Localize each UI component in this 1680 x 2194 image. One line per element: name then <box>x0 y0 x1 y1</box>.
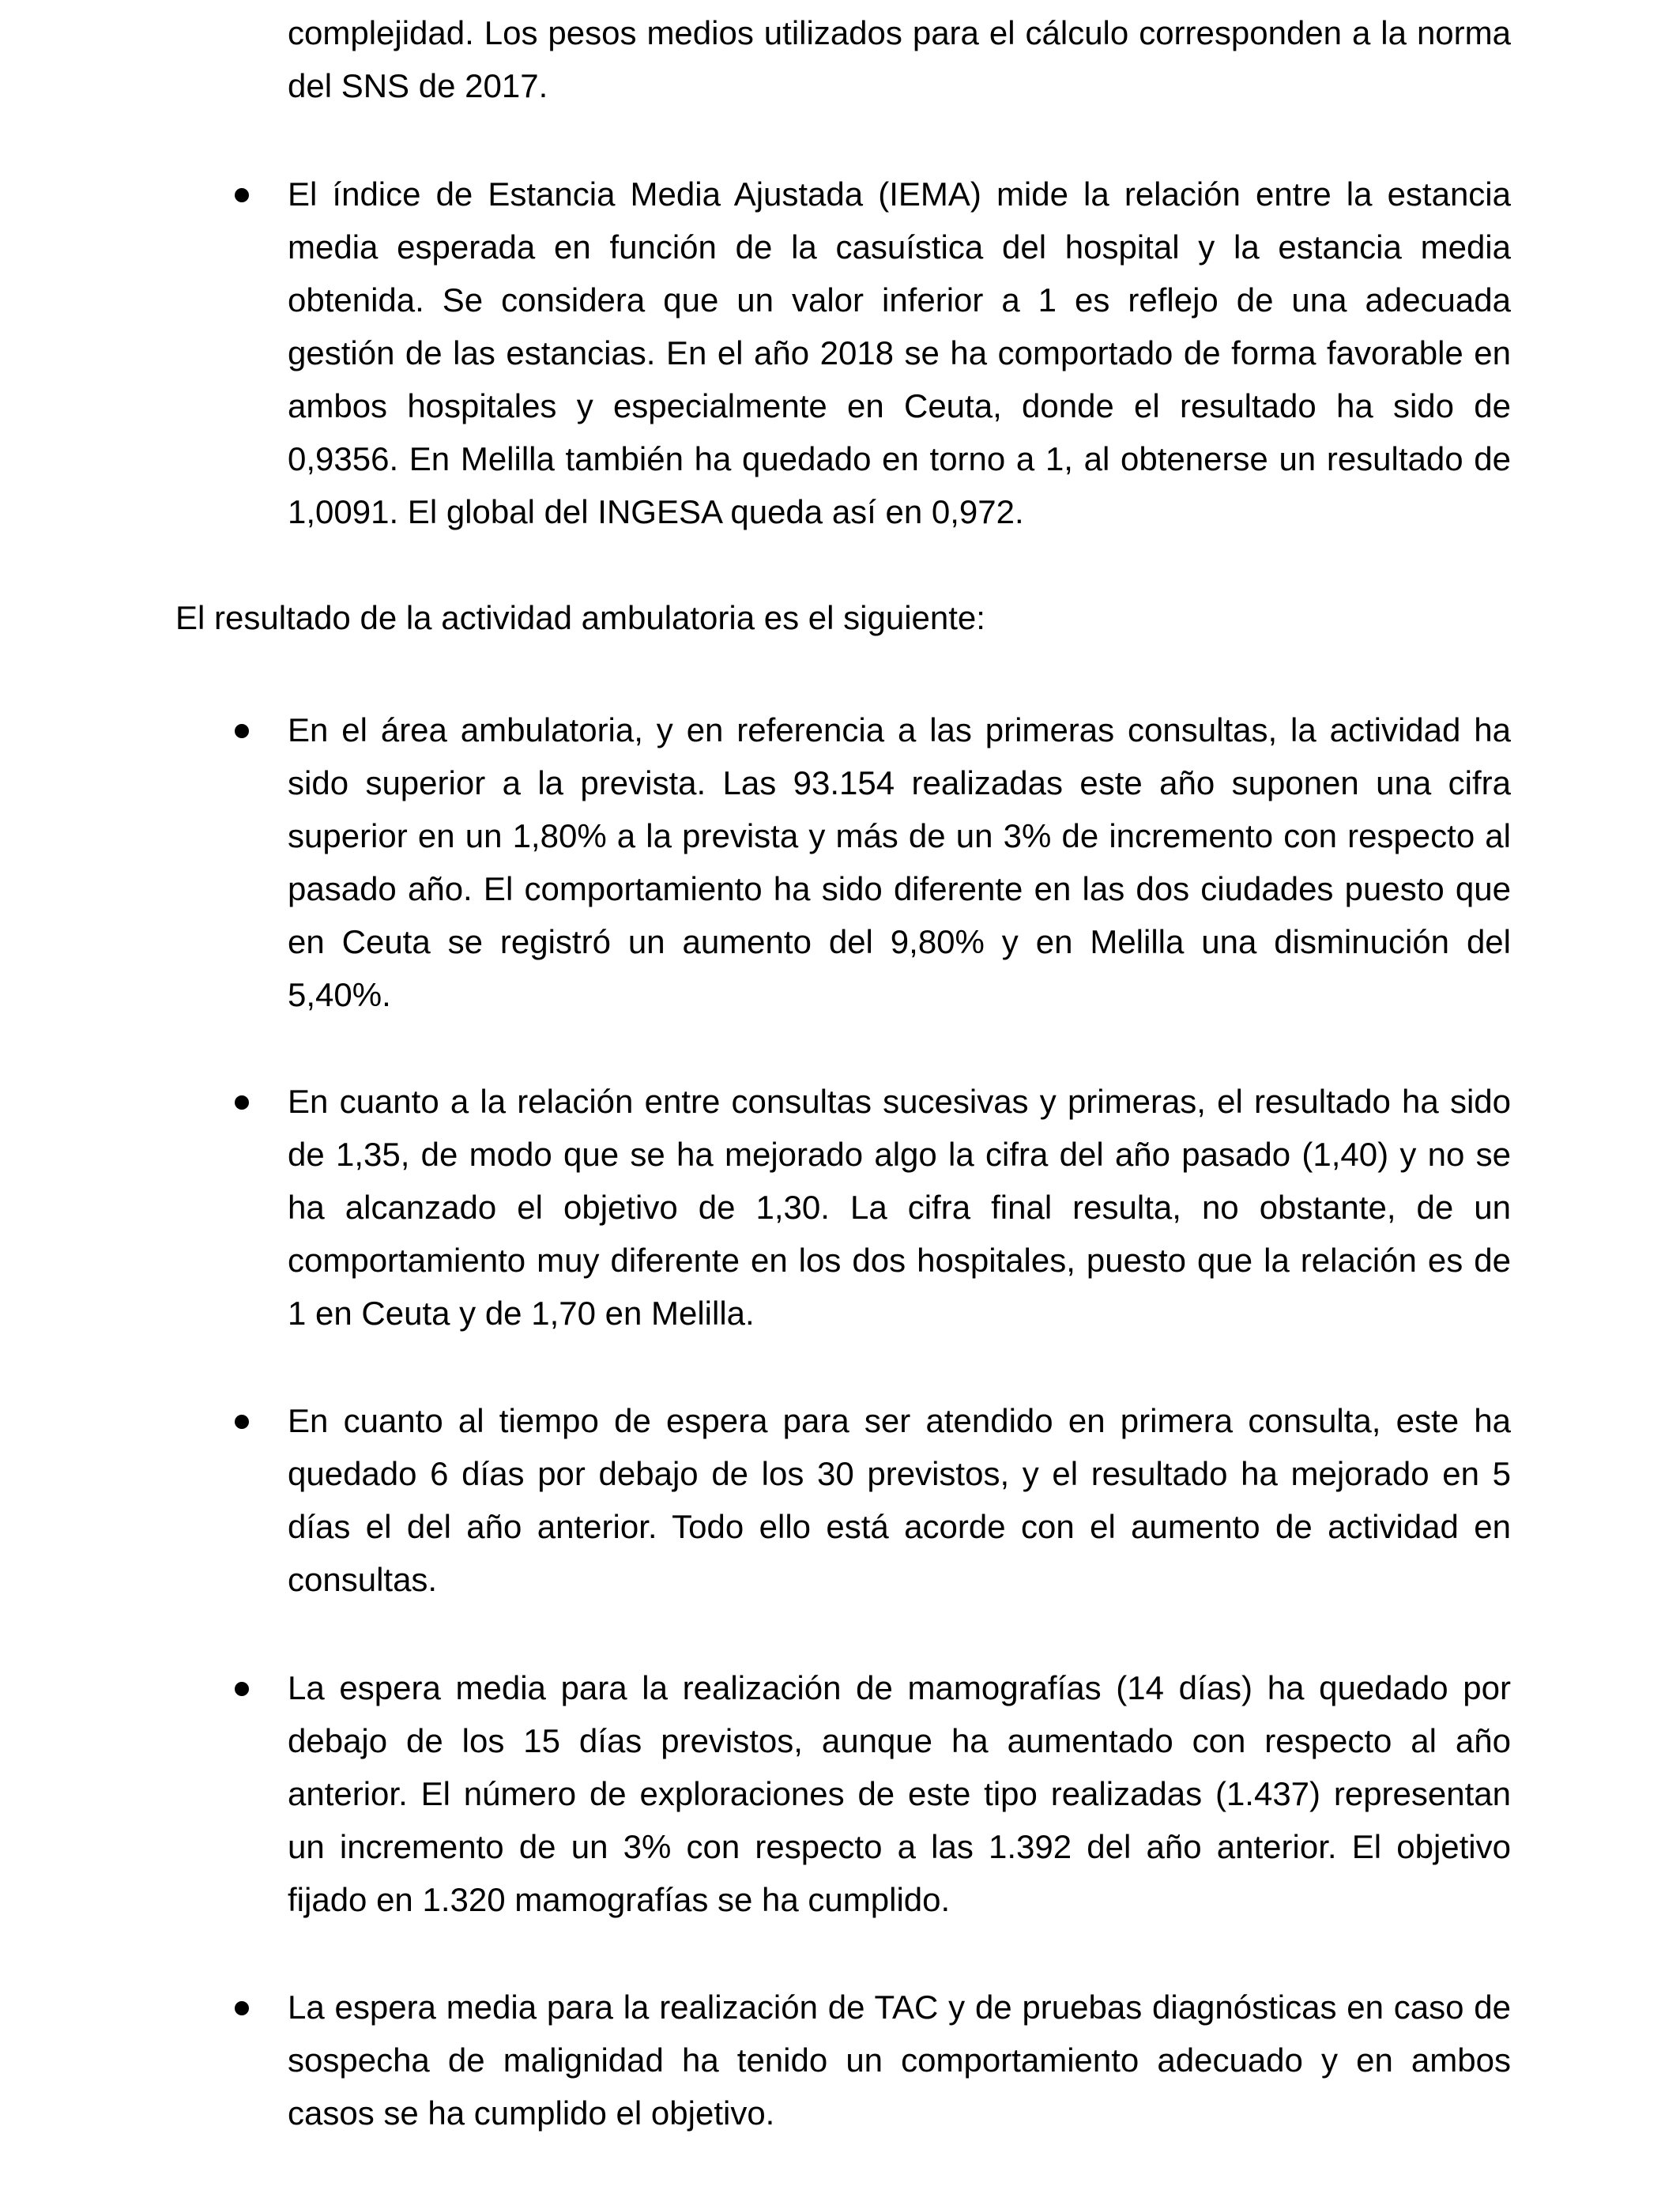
iema-paragraph: El índice de Estancia Media Ajustada (IEMA) mide la relación entre la estancia media esperada en función de la casuística del hospital y la estancia media obtenida. Se considera que un valor inferior a 1 es reflejo de una adecuada gestión de las estancias. En el año 2018 se ha comportado de forma favorable en ambos hospitales y especialmente en Ceuta, donde el resultado ha sido de 0,9356. En Melilla también ha quedado en torno a 1, al obtenerse un resultado de 1,0091. El global del INGESA queda así en 0,972. <box>288 175 1511 530</box>
bullet-paragraph-tiempo-espera: En cuanto al tiempo de espera para ser atendido en primera consulta, este ha quedado 6 días por debajo de los 30 previstos, y el resultado ha mejorado en 5 días el del año anterior. Todo ello está acorde con el aumento de actividad en consultas. <box>288 1402 1511 1598</box>
bullet-icon <box>235 188 249 202</box>
bullet-icon <box>235 1415 249 1429</box>
bullet-paragraph-primeras-consultas: En el área ambulatoria, y en referencia a las primeras consultas, la actividad ha sido superior a la prevista. Las 93.154 realizadas este año suponen una cifra superior en un 1,80% a la prevista y más de un 3% de incremento con respecto al pasado año. El comportamiento ha sido diferente en las dos ciudades puesto que en Ceuta se registró un aumento del 9,80% y en Melilla una disminución del 5,40%. <box>288 711 1511 1013</box>
bullet-paragraph-relacion-sucesivas: En cuanto a la relación entre consultas sucesivas y primeras, el resultado ha sido de 1,35, de modo que se ha mejorado algo la cifra del año pasado (1,40) y no se ha alcanzado el objetivo de 1,30. La cifra final resulta, no obstante, de un comportamiento muy diferente en los dos hospitales, puesto que la relación es de 1 en Ceuta y de 1,70 en Melilla. <box>288 1083 1511 1332</box>
bullet-icon <box>235 2001 249 2015</box>
bullet-icon <box>235 1682 249 1696</box>
bullet-paragraph-tac: La espera media para la realización de TAC y de pruebas diagnósticas en caso de sospecha de malignidad ha tenido un comportamiento adecuado y en ambos casos se ha cumplido el objetivo. <box>288 1989 1511 2132</box>
bullet-icon <box>235 1095 249 1110</box>
continuation-paragraph: complejidad. Los pesos medios utilizados para el cálculo corresponden a la norma del SNS de 2017. <box>288 14 1511 104</box>
bullet-icon <box>235 724 249 738</box>
ambulatoria-intro: El resultado de la actividad ambulatoria es el siguiente: <box>175 599 985 636</box>
bullet-paragraph-mamografias: La espera media para la realización de mamografías (14 días) ha quedado por debajo de los 15 días previstos, aunque ha aumentado con respecto al año anterior. El número de exploraciones de este tipo realizadas (1.437) representan un incremento de un 3% con respecto a las 1.392 del año anterior. El objetivo fijado en 1.320 mamografías se ha cumplido. <box>288 1669 1511 1918</box>
